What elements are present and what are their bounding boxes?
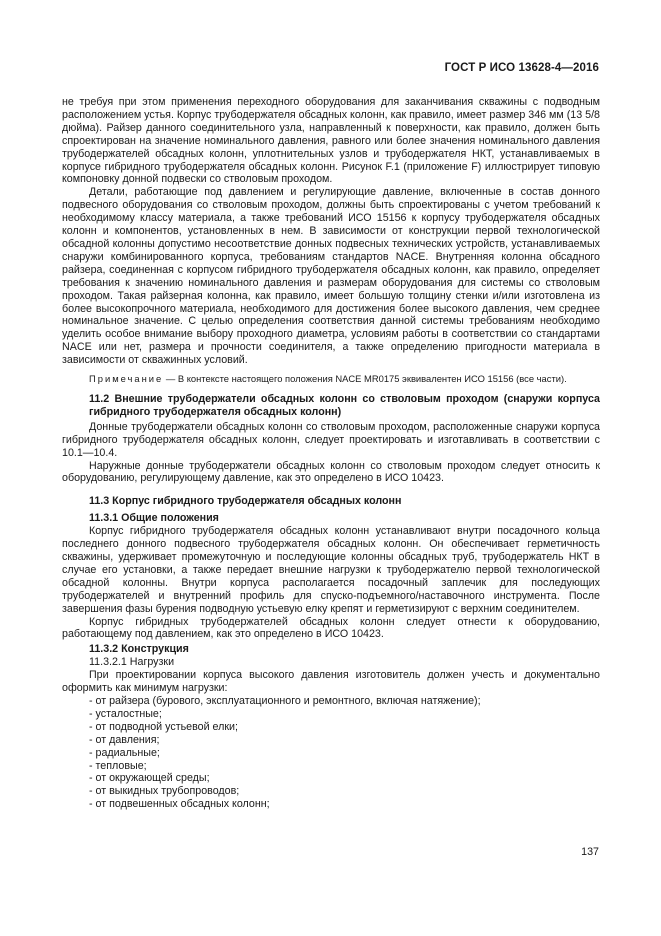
note xyxy=(62,373,600,385)
paragraph-continuation: не требуя при этом применения переходного оборудования для заканчивания скважины с подводным расположением устья. Корпус трубодержателя обсадных колонн, как правило, имеет размер 346 мм (13 5/8 дюйма). Райзер данного соединительного узла, направленный к поверхности, как правило, должен быть спроектирован на значение номинального давления, равного или более значения номинального давления трубодержателей обсадных колонн, уплотнительных узлов и трубодержателя НКТ, устанавливаемых в корпусе гибридного трубодержателя обсадных колонн. Рисунок F.1 (приложение F) иллюстрирует типовую компоновку донной подвески со стволовым проходом. xyxy=(62,96,600,186)
list-item: - от давления; xyxy=(89,733,160,746)
subsection-heading-11-3-2-1: 11.3.2.1 Нагрузки xyxy=(89,656,175,669)
list-item: - радиальные; xyxy=(89,746,160,759)
page-body xyxy=(62,96,600,811)
list-item: - от райзера (бурового, эксплуатационного и ремонтного, включая натяжение); xyxy=(89,694,481,707)
paragraph-loads-intro: При проектировании корпуса высокого давления изготовитель должен учесть и документально оформить как минимум нагрузки: xyxy=(62,669,600,695)
paragraph-external-hangers: Донные трубодержатели обсадных колонн со стволовым проходом, расположенные снаружи корпуса гибридного трубодержателя обсадных колонн, следует проектировать и изготавливать в соответствии с 10.1—10.4. xyxy=(62,420,600,459)
load-list xyxy=(62,695,600,811)
section-heading-11-2: 11.2 Внешние трубодержатели обсадных колонн со стволовым проходом (снаружи корпуса гибридного трубодержателя обсадных колонн) xyxy=(89,393,600,418)
note-text: — В контексте настоящего положения NACE MR0175 эквивалентен ИСО 15156 (все части). xyxy=(163,373,567,385)
paragraph-housing-equipment: Корпус гибридных трубодержателей обсадных колонн следует отнести к оборудованию, работающему под давлением, как это определено в ИСО 10423. xyxy=(62,615,600,641)
list-item: - усталостные; xyxy=(89,707,162,720)
list-item: - от подводной устьевой елки; xyxy=(89,720,238,733)
document-header: ГОСТ Р ИСО 13628-4—2016 xyxy=(444,62,599,74)
list-item: - от выкидных трубопроводов; xyxy=(89,785,240,798)
paragraph-housing-general: Корпус гибридного трубодержателя обсадных колонн устанавливают внутри посадочного кольца последнего донного подвесного трубодержателя обсадных колонн. Он обеспечивает герметичность скважины, удерживает промежуточную и последующие колонны обсадных труб, трубодержатель НКТ в случае его установки, а также передает внешние нагрузки к трубодержателю первой технологической обсадной колонны. Внутри корпуса располагается посадочный заплечик для последующих трубодержателей и внутренний профиль для спуско-подъемного/наставочного инструмента. После завершения фазы бурения подводную устьевую елку крепят и герметизируют с верхним соединителем. xyxy=(62,525,600,615)
paragraph-external-hangers-equipment: Наружные донные трубодержатели обсадных колонн со стволовым проходом следует относить к оборудованию, регулирующему давление, как это определено в ИСО 10423. xyxy=(62,459,600,485)
subsection-heading-11-3-2: 11.3.2 Конструкция xyxy=(89,643,189,656)
page-number: 137 xyxy=(581,846,599,858)
note-label: Примечание xyxy=(89,373,164,385)
section-heading-11-3: 11.3 Корпус гибридного трубодержателя обсадных колонн xyxy=(89,495,402,508)
paragraph-pressure-parts: Детали, работающие под давлением и регулирующие давление, включенные в состав донного подвесного оборудования со стволовым проходом, должны быть спроектированы с учетом требований к необходимому классу материала, а также требований ИСО 15156 к корпусу трубодержателя обсадных колонн и компонентов, установленных в нем. В зависимости от конструкции первой технологической обсадной колонны допустимо несоответствие донных подвесных технических устройств, устанавливаемых снаружи комбинированного корпуса, требованиям стандартов NACE. Внутренняя колонна обсадного райзера, соединенная с корпусом гибридного трубодержателя обсадных колонн, как правило, определяет требования к значению номинального давления и размерам оборудования для системы со стволовым проходом. Такая райзерная колонна, как правило, имеет большую толщину стенки и/или изготовлена из более высокопрочного материала, необходимого для достижения более высокого давления, чем среднее номинальное значение. С целью определения соответствия данной системы требованиям необходимо уделить особое внимание выбору проходного диаметра, условиям работы в соответствии со стандартами NACE или нет, размера и прочности соединителя, а также определению пригодности материала в зависимости от скважинных условий. xyxy=(62,186,600,367)
list-item: - от подвешенных обсадных колонн; xyxy=(89,798,270,811)
list-item: - от окружающей среды; xyxy=(89,772,210,785)
subsection-heading-11-3-1: 11.3.1 Общие положения xyxy=(89,512,219,525)
list-item: - тепловые; xyxy=(89,759,147,772)
